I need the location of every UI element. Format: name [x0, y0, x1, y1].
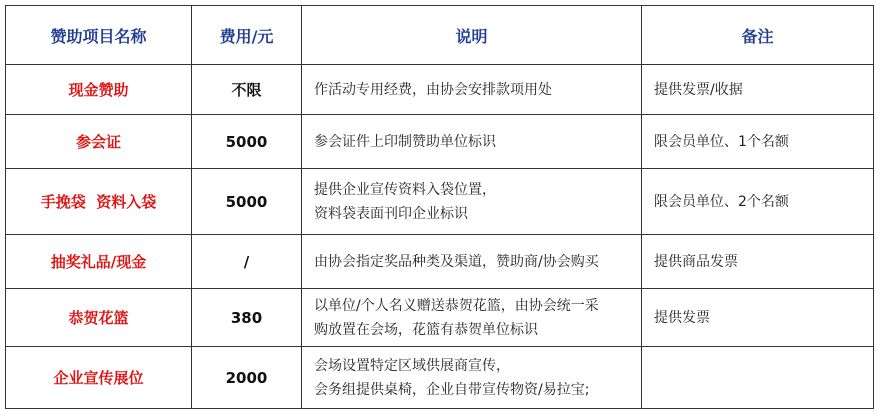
table-row [6, 289, 874, 347]
table-row [6, 347, 874, 409]
item-remark: 提供发票 [642, 289, 874, 347]
header-remark: 备注 [642, 6, 874, 65]
description-line: 提供企业宣传资料入袋位置， [314, 181, 496, 198]
table-header-row [6, 6, 874, 65]
description-line: 购放置在会场，花篮有恭贺单位标识 [314, 321, 538, 338]
header-description: 说明 [302, 6, 642, 65]
item-description [302, 169, 642, 235]
table-row [6, 169, 874, 235]
item-remark: 限会员单位、1个名额 [642, 115, 874, 169]
description-line: 作活动专用经费，由协会安排款项用处 [314, 81, 552, 98]
description-line: 会务组提供桌椅，企业自带宣传物资/易拉宝; [314, 381, 590, 398]
item-description [302, 347, 642, 409]
item-fee: 380 [192, 289, 302, 347]
item-description [302, 289, 642, 347]
header-item-name: 赞助项目名称 [6, 6, 192, 65]
description-line: 由协会指定奖品种类及渠道，赞助商/协会购买 [314, 253, 599, 270]
item-name: 参会证 [6, 115, 192, 169]
header-fee: 费用/元 [192, 6, 302, 65]
item-fee: 5000 [192, 115, 302, 169]
item-name: 抽奖礼品/现金 [6, 235, 192, 289]
item-remark: 提供发票/收据 [642, 65, 874, 115]
item-remark: 限会员单位、2个名额 [642, 169, 874, 235]
table-row [6, 235, 874, 289]
item-remark: 提供商品发票 [642, 235, 874, 289]
item-name: 手挽袋 资料入袋 [6, 169, 192, 235]
sponsorship-table-container [5, 5, 873, 409]
item-description [302, 115, 642, 169]
item-description [302, 65, 642, 115]
item-fee: 5000 [192, 169, 302, 235]
table-row [6, 115, 874, 169]
item-remark [642, 347, 874, 409]
description-line: 参会证件上印制赞助单位标识 [314, 133, 496, 150]
item-fee: 不限 [192, 65, 302, 115]
item-name: 恭贺花篮 [6, 289, 192, 347]
description-line: 会场设置特定区域供展商宣传， [314, 357, 510, 374]
item-name: 现金赞助 [6, 65, 192, 115]
table-row [6, 65, 874, 115]
item-description [302, 235, 642, 289]
item-name: 企业宣传展位 [6, 347, 192, 409]
item-fee: 2000 [192, 347, 302, 409]
sponsorship-table [5, 5, 874, 409]
item-fee: / [192, 235, 302, 289]
description-line: 以单位/个人名义赠送恭贺花篮，由协会统一采 [314, 297, 599, 314]
description-line: 资料袋表面刊印企业标识 [314, 205, 468, 222]
